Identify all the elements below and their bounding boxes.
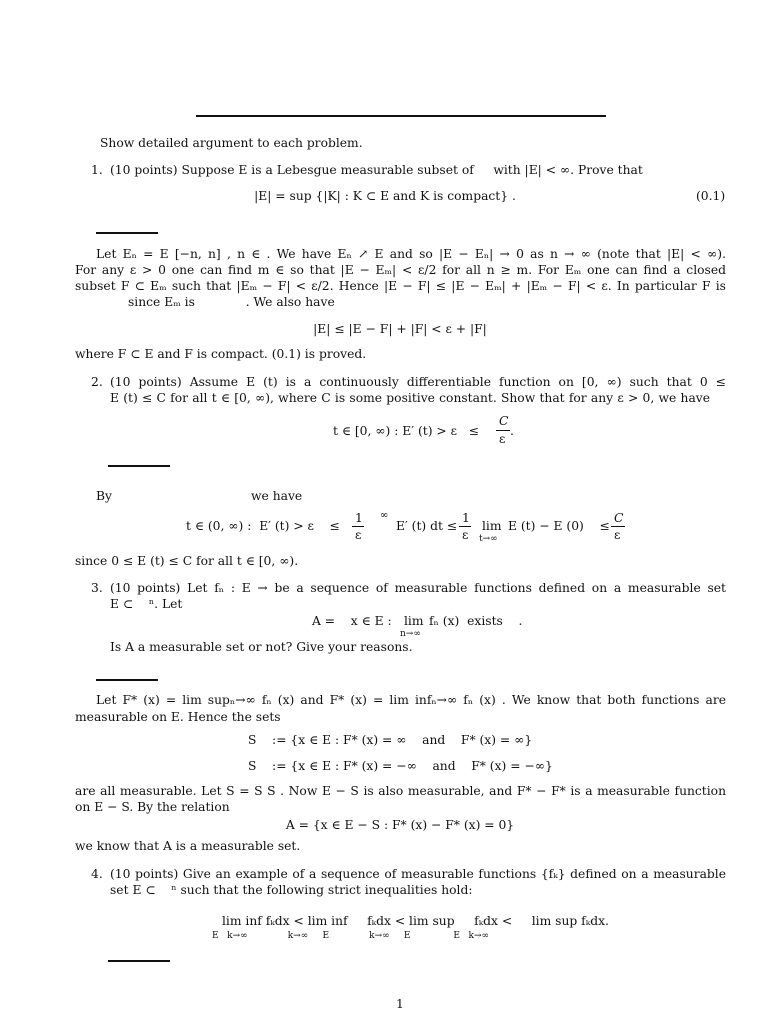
problem-3-eq-lhs: A = x ∈ E : bbox=[312, 614, 392, 628]
solution-2-frac3-den: ε bbox=[614, 528, 621, 542]
solution-2-frac1-bar bbox=[352, 526, 364, 527]
problem-3-question: Is A a measurable set or not? Give your reasons. bbox=[110, 640, 413, 654]
solution-2-frac3-bar bbox=[611, 526, 625, 527]
intro-text: Show detailed argument to each problem. bbox=[100, 136, 363, 150]
solution-1-equation: |E| ≤ |E − F| + |F| < ε + |F| bbox=[313, 322, 487, 336]
problem-4-number: 4. bbox=[91, 867, 103, 881]
solution-3-line-1: Let F* (x) = lim supₙ→∞ fₙ (x) and F* (x) = lim infₙ→∞ fₙ (x) . We know that both functions are bbox=[96, 693, 726, 707]
problem-2-line-2: E (t) ≤ C for all t ∈ [0, ∞), where C is some positive constant. Show that for any ε > 0, we have bbox=[110, 391, 710, 405]
solution-2-lim-sub: t→∞ bbox=[479, 534, 498, 544]
problem-4-line-2: set E ⊂ ⁿ such that the following strict inequalities hold: bbox=[110, 883, 473, 897]
problem-2-eq-period: . bbox=[510, 424, 514, 438]
solution-2-frac1-den: ε bbox=[355, 528, 362, 542]
solution-2-frac1-num: 1 bbox=[355, 511, 363, 525]
solution-2-by: By bbox=[96, 489, 112, 503]
solution-2-we-have: we have bbox=[251, 489, 303, 503]
title-rule bbox=[196, 115, 606, 117]
problem-3-eq-lim: lim bbox=[404, 614, 424, 628]
solution-1-conclusion: where F ⊂ E and F is compact. (0.1) is proved. bbox=[75, 347, 367, 361]
solution-3-set-1: S := {x ∈ E : F* (x) = ∞ and F* (x) = ∞} bbox=[248, 733, 533, 747]
solution-3-conclusion: we know that A is a measurable set. bbox=[75, 839, 301, 853]
solution-2-frac2-num: 1 bbox=[462, 511, 470, 525]
solution-2-frac2-den: ε bbox=[462, 528, 469, 542]
solution-3-relation: A = {x ∈ E − S : F* (x) − F* (x) = 0} bbox=[285, 818, 515, 832]
solution-3-rule bbox=[96, 679, 158, 681]
solution-4-rule bbox=[108, 960, 170, 962]
solution-3-after-2: on E − S. By the relation bbox=[75, 800, 230, 814]
solution-2-conclusion: since 0 ≤ E (t) ≤ C for all t ∈ [0, ∞). bbox=[75, 554, 299, 568]
problem-2-number: 2. bbox=[91, 375, 103, 389]
problem-2-line-1: (10 points) Assume E (t) is a continuously differentiable function on [0, ∞) such that 0 ≤ bbox=[110, 375, 726, 389]
problem-2-frac-den: ε bbox=[499, 432, 506, 446]
problem-2-frac-bar bbox=[496, 430, 510, 431]
solution-2-rule bbox=[108, 465, 170, 467]
problem-4-equation: lim inf fₖdx < lim inf fₖdx < lim sup fₖdx < lim sup fₖdx. bbox=[222, 914, 609, 928]
solution-1-line-4: since Eₘ is . We also have bbox=[128, 295, 335, 309]
problem-1-number: 1. bbox=[91, 163, 103, 177]
solution-2-infinity: ∞ bbox=[380, 510, 389, 521]
solution-2-lim-expr: E (t) − E (0) ≤ bbox=[508, 519, 610, 533]
problem-3-number: 3. bbox=[91, 581, 103, 595]
problem-4-line-1: (10 points) Give an example of a sequence of measurable functions {fₖ} defined on a measurable bbox=[110, 867, 726, 881]
solution-3-set-2: S := {x ∈ E : F* (x) = −∞ and F* (x) = −∞} bbox=[248, 759, 553, 773]
problem-1-eq-label: (0.1) bbox=[696, 189, 726, 203]
problem-3-eq-lim-sub: n→∞ bbox=[400, 629, 421, 639]
solution-1-line-3: subset F ⊂ Eₘ such that |Eₘ − F| < ε/2. Hence |E − F| ≤ |E − Eₘ| + |Eₘ − F| < ε. In particular F is bbox=[75, 279, 726, 293]
solution-3-line-2: measurable on E. Hence the sets bbox=[75, 710, 281, 724]
problem-2-frac-num: C bbox=[499, 414, 509, 428]
solution-2-eq-lhs: t ∈ (0, ∞) : E′ (t) > ε ≤ bbox=[186, 519, 340, 533]
page-number: 1 bbox=[396, 997, 404, 1011]
solution-1-line-1: Let Eₙ = E [−n, n] , n ∈ . We have Eₙ ↗ E and so |E − Eₙ| → 0 as n → ∞ (note that |E| < ∞). bbox=[96, 247, 726, 261]
problem-3-line-2: E ⊂ ⁿ. Let bbox=[110, 597, 183, 611]
solution-2-lim: lim bbox=[482, 519, 502, 533]
problem-1-statement: (10 points) Suppose E is a Lebesgue measurable subset of with |E| < ∞. Prove that bbox=[110, 163, 643, 177]
problem-2-equation: t ∈ [0, ∞) : E′ (t) > ε ≤ bbox=[333, 424, 480, 438]
problem-3-line-1: (10 points) Let fₙ : E → be a sequence of measurable functions defined on a measurable set bbox=[110, 581, 726, 595]
problem-1-equation: |E| = sup {|K| : K ⊂ E and K is compact} . bbox=[254, 189, 516, 203]
solution-1-rule bbox=[96, 232, 158, 234]
solution-3-after-1: are all measurable. Let S = S S . Now E − S is also measurable, and F* − F* is a measurable function bbox=[75, 784, 726, 798]
problem-3-eq-rhs: fₙ (x) exists . bbox=[429, 614, 523, 628]
solution-1-line-2: For any ε > 0 one can find m ∈ so that |E − Eₘ| < ε/2 for all n ≥ m. For Eₘ one can find a closed bbox=[75, 263, 726, 277]
solution-2-frac3-num: C bbox=[614, 511, 624, 525]
solution-2-integrand: E′ (t) dt ≤ bbox=[396, 519, 458, 533]
problem-4-equation-subs: E k→∞ k→∞ E k→∞ E E k→∞ bbox=[212, 931, 490, 941]
solution-2-frac2-bar bbox=[459, 526, 471, 527]
